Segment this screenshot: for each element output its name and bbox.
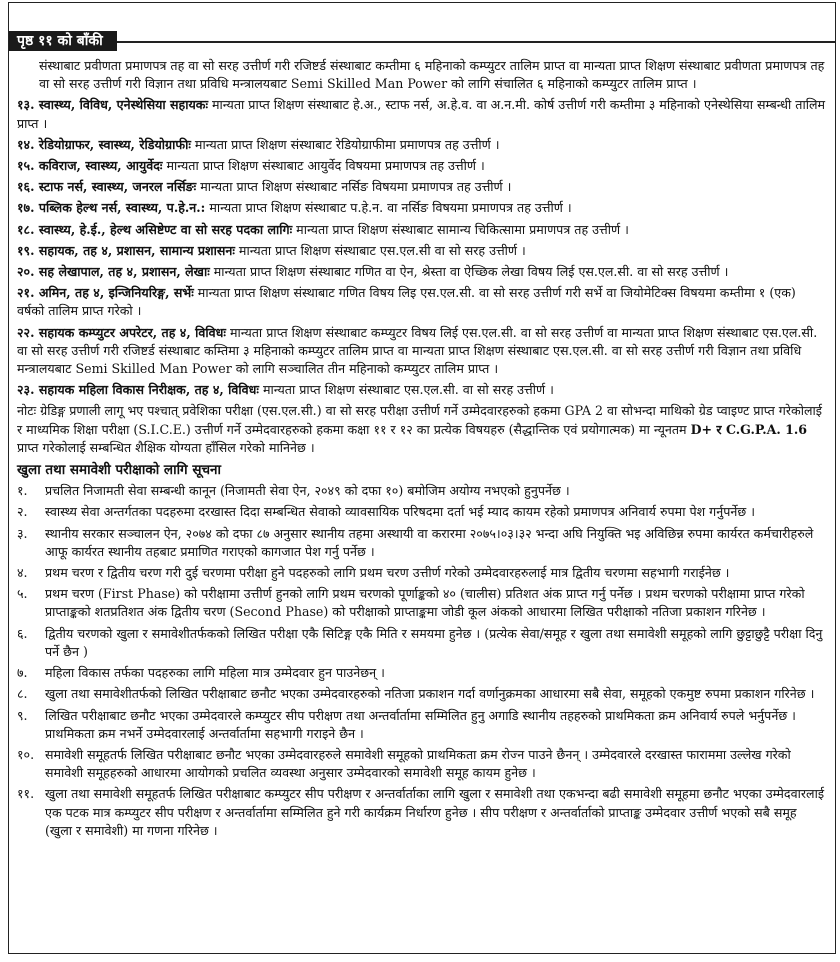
notice-item [17, 685, 827, 703]
qualification-item [17, 96, 827, 132]
qualification-item [17, 199, 827, 217]
qualification-text: मान्यता प्राप्त शिक्षण संस्थाबाट प.हे.न. वा नर्सिङ विषयमा प्रमाणपत्र तह उत्तीर्ण । [205, 200, 572, 216]
note-text-pre: नोटः ग्रेडिङ्ग प्रणाली लागू भए पश्चात् प्रवेशिका परीक्षा (एस.एल.सी.) वा सो सरह परीक्षा उत्तीर्ण गर्ने उम्मेदवारहरुको हकमा GPA 2 वा सोभन्दा माथिको ग्रेड प्वाइण्ट प्राप्त गरेकोलाई र माध्यमिक शिक्षा परीक्षा (S.I.C.E.) उत्तीर्ण गर्ने उम्मेदवारहरुको हकमा कक्षा ११ र १२ का प्रत्येक विषयहरु (सैद्धान्तिक एवं प्रयोगात्मक) मा न्यूनतम [17, 403, 822, 437]
notice-item [17, 564, 827, 582]
notice-text: महिला विकास तर्फका पदहरुका लागि महिला मात्र उम्मेदवार हुन पाउनेछन् । [45, 665, 385, 681]
continued-banner: पृष्ठ ११ को बाँकी [8, 31, 117, 51]
note-text-post: प्राप्त गरेकोलाई सम्बन्धित शैक्षिक योग्यता हाँसिल गरेको मानिनेछ । [17, 439, 315, 455]
note-bold: D+ र C.G.P.A. 1.6 [690, 421, 808, 437]
qualification-title: २२. सहायक कम्प्युटर अपरेटर, तह ४, विविधः [17, 324, 226, 340]
notice-text: प्रथम चरण (First Phase) को परीक्षामा उत्तीर्ण हुनको लागि प्रथम चरणको पूर्णाङ्कको ४० (चालीस) प्रतिशत अंक प्राप्त गर्नु पर्नेछ । प्रथम चरणको परीक्षामा प्राप्त गरेको प्राप्ताङ्कको शतप्रतिशत अंक द्वितीय चरण (Second Phase) को परीक्षाको प्राप्ताङ्कमा जोडी कूल अंकको आधारमा लिखित परीक्षाको नतिजा प्रकाशन गरिनेछ । [45, 586, 805, 620]
qualification-text: मान्यता प्राप्त शिक्षण संस्थाबाट एस.एल.सी. वा सो सरह उत्तीर्ण । [258, 382, 554, 398]
qualification-item [17, 324, 827, 379]
qualification-text: मान्यता प्राप्त शिक्षण संस्थाबाट रेडियोग्राफीमा प्रमाणपत्र तह उत्तीर्ण । [190, 136, 500, 152]
qualification-text: मान्यता प्राप्त शिक्षण संस्थाबाट सामान्य चिकित्सामा प्रमाणपत्र तह उत्तीर्ण । [292, 221, 629, 237]
notice-number: ५. [17, 586, 28, 602]
qualification-text: मान्यता प्राप्त शिक्षण संस्थाबाट हे.अ., स्टाफ नर्स, अ.हे.व. वा अ.न.मी. कोर्ष उत्तीर्ण गरी कम्तीमा ३ महिनाको एनेस्थेसिया सम्बन्धी तालिम प्राप्त । [17, 97, 826, 131]
document-body [17, 57, 827, 843]
qualification-item [17, 178, 827, 196]
qualification-text: मान्यता प्राप्त शिक्षण संस्थाबाट आयुर्वेद विषयमा प्रमाणपत्र तह उत्तीर्ण । [162, 158, 485, 174]
notice-number: ३. [17, 525, 28, 541]
qualification-title: १६. स्टाफ नर्स, स्वास्थ्य, जनरल नर्सिङः [17, 179, 197, 195]
qualification-list [17, 96, 827, 399]
notice-text: लिखित परीक्षाबाट छनौट भएका उम्मेदवारले कम्प्युटर सीप परीक्षण तथा अन्तर्वार्तामा सम्मिलित हुनु अगाडि स्थानीय तहहरुको प्राथमिकता क्रम अनिवार्य रुपले भर्नुपर्नेछ । प्राथमिकता क्रम नभर्ने उम्मेदवारलाई अन्तर्वार्तामा सहभागी गराइने छैन । [45, 707, 796, 741]
qualification-title: १५. कविराज, स्वास्थ्य, आयुर्वेदः [17, 158, 163, 174]
top-rule [9, 41, 835, 43]
notice-number: ६. [17, 625, 28, 641]
notice-text: खुला तथा समावेशी समूहतर्फ लिखित परीक्षाबाट कम्प्युटर सीप परीक्षण र अन्तर्वार्ताका लागि खुला र समावेशी तथा एकभन्दा बढी समावेशी समूहमा छनौट भएका उम्मेदवारलाई एक पटक मात्र कम्प्युटर सीप परीक्षण र अन्तर्वार्तामा सम्मिलित हुने गरी कार्यक्रम निर्धारण हुनेछ । सीप परीक्षण र अन्तर्वार्ताको प्राप्ताङ्क उम्मेदवार उत्तीर्ण भएको सबै समूह (खुला र समावेशी) मा गणना गरिनेछ । [45, 786, 825, 838]
notice-text: द्वितीय चरणको खुला र समावेशीतर्फकको लिखित परीक्षा एकै सिटिङ्ग एकै मिति र समयमा हुनेछ । (प्रत्येक सेवा/समूह र खुला तथा समावेशी समूहको लागि छुट्टाछुट्टै परीक्षा दिनु पर्ने छैन ) [45, 625, 823, 659]
notice-number: ८. [17, 686, 28, 702]
qualification-title: २०. सह लेखापाल, तह ४, प्रशासन, लेखाः [17, 264, 210, 280]
notice-text: स्थानीय सरकार सञ्चालन ऐन, २०७४ को दफा ८७ अनुसार स्थानीय तहमा अस्थायी वा करारमा २०७५।०३।३२ भन्दा अघि नियुक्ति भइ अविछिन्न रुपमा कार्यरत कर्मचारीहरुले आफू कार्यरत स्थानीय तहबाट प्रमाणित गराएको कागजात पेश गर्नु पर्नेछ । [45, 525, 814, 559]
qualification-text: मान्यता प्राप्त शिक्षण संस्थाबाट गणित वा ऐन, श्रेस्ता वा ऐच्छिक लेखा विषय लिई एस.एल.सी. वा सो सरह उत्तीर्ण । [209, 264, 729, 280]
qualification-title: १३. स्वास्थ्य, विविध, एनेस्थेसिया सहायकः [17, 97, 209, 113]
notice-list [17, 482, 827, 840]
notice-item [17, 585, 827, 621]
notice-heading: खुला तथा समावेशी परीक्षाको लागि सूचना [17, 462, 222, 479]
qualification-text: मान्यता प्राप्त शिक्षण संस्थाबाट एस.एल.सी वा सो सरह उत्तीर्ण । [234, 242, 526, 258]
qualification-text: मान्यता प्राप्त शिक्षण संस्थाबाट कम्प्युटर विषय लिई एस.एल.सी. वा सो सरह उत्तीर्ण वा मान्यता प्राप्त शिक्षण संस्थाबाट एस.एल.सी. वा सो सरह उत्तीर्ण गरी रजिष्टर्ड संस्थाबाट कम्तिमा ३ महिनाको कम्प्युटर तालिम प्राप्त वा मान्यता प्राप्त शिक्षण संस्थाबाट एस.एल.सी. वा सो सरह उत्तीर्ण गरी विज्ञान तथा प्रविधि मन्त्रालयबाट Semi Skilled Man Power को लागि सञ्चालित तीन महिनाको कम्प्युटर तालिम प्राप्त । [17, 324, 818, 377]
notice-number: ११. [17, 786, 35, 802]
notice-item [17, 625, 827, 661]
notice-item [17, 707, 827, 743]
qualification-text: मान्यता प्राप्त शिक्षण संस्थाबाट नर्सिङ विषयमा प्रमाणपत्र तह उत्तीर्ण । [196, 179, 512, 195]
intro-paragraph: संस्थाबाट प्रवीणता प्रमाणपत्र तह वा सो सरह उत्तीर्ण गरी रजिष्टर्ड संस्थाबाट कम्तीमा ६ महिनाको कम्प्युटर तालिम प्राप्त वा मान्यता प्राप्त शिक्षण संस्थाबाट प्रवीणता प्रमाणपत्र तह वा सो सरह उत्तीर्ण गरी विज्ञान तथा प्रविधि मन्त्रालयबाट Semi Skilled Man Power को लागि संचालित ६ महिनाको कम्प्युटर तालिम प्राप्त । [39, 58, 825, 92]
qualification-item [17, 284, 827, 320]
notice-item [17, 482, 827, 500]
note-paragraph [17, 402, 827, 457]
notice-number: ७. [17, 665, 28, 681]
notice-text: समावेशी समूहतर्फ लिखित परीक्षाबाट छनौट भएका उम्मेदवारहरुले समावेशी समूहको प्राथमिकता क्रम रोज्न पाउने छैनन् । उम्मेदवारले दरखास्त फाराममा उल्लेख गरेको समावेशी समूहहरुको आधारमा आयोगको प्रचलित व्यवस्था अनुसार उम्मेदवारको समावेशी समूह कायम हुनेछ । [45, 746, 791, 781]
qualification-title: २३. सहायक महिला विकास निरीक्षक, तह ४, विविधः [17, 382, 259, 398]
qualification-item [17, 157, 827, 175]
notice-item [17, 746, 827, 782]
qualification-item [17, 381, 827, 399]
qualification-title: १८. स्वास्थ्य, हे.ई., हेल्थ असिष्टेण्ट वा सो सरह पदका लागिः [17, 221, 293, 237]
qualification-item [17, 242, 827, 260]
qualification-title: १९. सहायक, तह ४, प्रशासन, सामान्य प्रशासनः [17, 242, 235, 258]
qualification-item [17, 263, 827, 281]
notice-item [17, 664, 827, 682]
notice-text: प्रचलित निजामती सेवा सम्बन्धी कानून (निजामती सेवा ऐन, २०४९ को दफा १०) बमोजिम अयोग्य नभएको हुनुपर्नेछ । [45, 483, 570, 499]
notice-text: प्रथम चरण र द्वितीय चरण गरी दुई चरणमा परीक्षा हुने पदहरुको लागि प्रथम चरण उत्तीर्ण गरेको उम्मेदवारहरुलाई मात्र द्वितीय चरणमा सहभागी गराईनेछ । [45, 565, 730, 581]
document-page [8, 2, 836, 954]
qualification-item [17, 136, 827, 154]
notice-item [17, 525, 827, 561]
notice-item [17, 785, 827, 840]
notice-text: स्वास्थ्य सेवा अन्तर्गतका पदहरुमा दरखास्त दिदा सम्बन्धित सेवाको व्यावसायिक परिषदमा दर्ता भई म्याद कायम रहेको प्रमाणपत्र अनिवार्य रुपमा पेश गर्नुपर्नेछ । [45, 504, 756, 520]
notice-item [17, 503, 827, 521]
notice-text: खुला तथा समावेशीतर्फको लिखित परीक्षाबाट छनौट भएका उम्मेदवारहरुको नतिजा प्रकाशन गर्दा वर्णानुक्रमका आधारमा सबै सेवा, समूहको एकमुष्ट रुपमा प्रकाशन गरिनेछ । [45, 686, 815, 702]
qualification-title: १७. पब्लिक हेल्थ नर्स, स्वास्थ्य, प.हे.न.: [17, 200, 206, 216]
notice-number: ४. [17, 565, 28, 581]
qualification-title: १४. रेडियोग्राफर, स्वास्थ्य, रेडियोग्राफीः [17, 136, 191, 152]
notice-number: २. [17, 504, 28, 520]
qualification-item [17, 221, 827, 239]
notice-number: ९. [17, 707, 28, 723]
qualification-title: २१. अमिन, तह ४, इन्जिनियरिङ्ग, सर्भेः [17, 285, 194, 301]
notice-number: १०. [17, 746, 35, 762]
qualification-text: मान्यता प्राप्त शिक्षण संस्थाबाट गणित विषय लिइ एस.एल.सी. वा सो सरह उत्तीर्ण गरी सर्भे वा जियोमेटिक्स विषयमा कम्तीमा १ (एक) वर्षको तालिम प्राप्त गरेको । [17, 285, 796, 319]
notice-number: १. [17, 483, 28, 499]
